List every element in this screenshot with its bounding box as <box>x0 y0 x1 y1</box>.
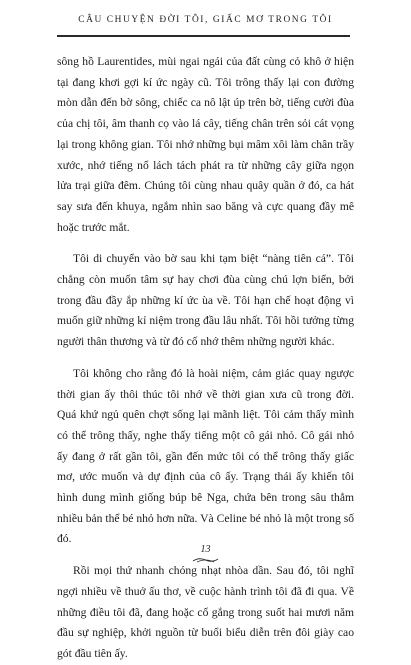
body-text <box>57 52 354 665</box>
paragraph-4: Rồi mọi thứ nhanh chóng nhạt nhòa dần. Sau đó, tôi nghĩ ngợi nhiều về thuở ấu thơ, về cuộc hành trình tôi đã đi qua. Về những điều tôi đã, đang hoặc cố gắng trong suốt hai mươi năm đầu sự nghiệp, khởi nguồn từ buổi biểu diễn trên đôi giày cao gót đầu tiên ấy. <box>57 564 354 660</box>
paragraph-2: Tôi di chuyển vào bờ sau khi tạm biệt “nàng tiên cá”. Tôi chẳng còn muốn tâm sự hay chơi đùa cùng chú lợn biển, bởi trong đầu đầy ắp những kí ức ùa về. Tôi hạn chế hoạt động vì muốn giữ những kỉ niệm trong đầu lâu nhất. Tôi hồi tưởng từng người thân thương và từ đó cố nhớ thêm những người khác. <box>57 252 354 349</box>
running-head: CÂU CHUYỆN ĐỜI TÔI, GIẤC MƠ TRONG TÔI <box>78 15 333 25</box>
paragraph-3: Tôi không cho rằng đó là hoài niệm, cảm giác quay ngược thời gian ấy thôi thúc tôi nhớ về thời gian xưa cũ trong đời. Quá khứ ngủ quên chợt sống lại mãnh liệt. Tôi cảm thấy mình có thể trông thấy, nghe thấy tiếng một cô gái nhỏ. Cô gái nhỏ ấy đang ở rất gần tôi, gần đến mức tôi có thể trông thấy giấc mơ, ước muốn và dự định của cô ấy. Trạng thái ấy khiến tôi hình dung mình giống búp bê Nga, chứa bên trong sâu thẳm nhiều bản thể bé nhỏ hơn nữa. Và Celine bé nhỏ là một trong số đó. <box>57 366 354 546</box>
folio-ornament-icon <box>192 556 219 564</box>
header-rule <box>57 35 350 37</box>
paragraph-1: sông hồ Laurentides, mùi ngai ngái của đất cùng cỏ khô ở hiện tại đang khơi gợi kí ức ngày cũ. Tôi trông thấy lại con đường mòn dẫn đến bờ sông, chiếc ca nô lật úp trên bờ, tiếng cười đùa của chị tôi, âm thanh cọ vào lá cây, tiếng chân trên sỏi cát vọng lại trong không gian. Tôi nhớ những bụi mâm xôi làm chân trầy xước, nhớ tiếng nổ lách tách phát ra từ những cây giữa ngọn lửa trại giữa đêm. Chúng tôi cùng nhau quây quần ở đó, ca hát say sưa đến khuya, ngắm nhìn sao băng và cực quang đầy mê hoặc trước mắt. <box>57 55 354 234</box>
page-number: 13 <box>200 544 211 555</box>
